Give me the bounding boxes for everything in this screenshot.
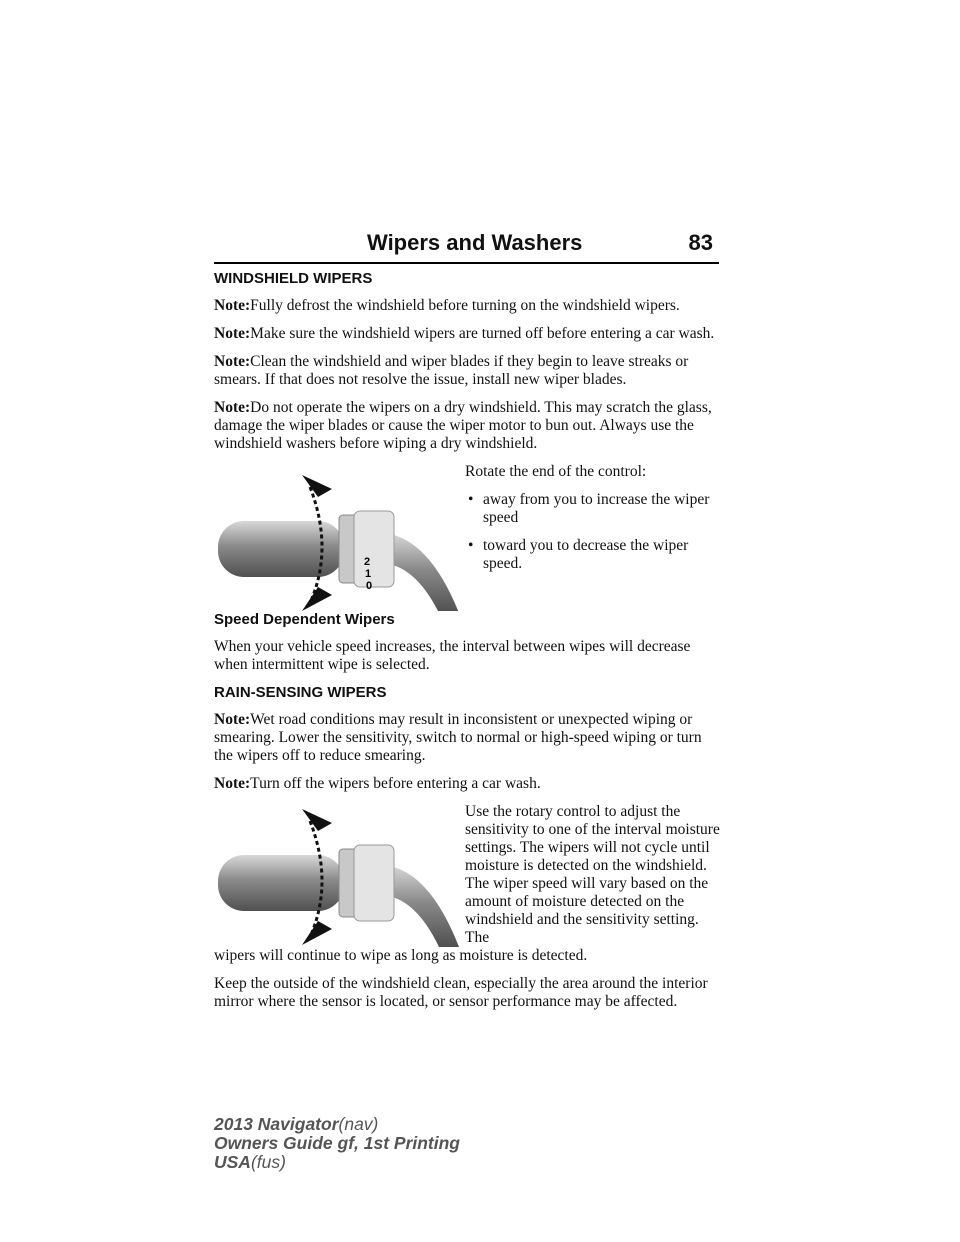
rain-sensing-continued: wipers will continue to wipe as long as moisture is detected. [214,947,588,964]
note-1 [214,297,722,315]
list-item: • toward you to decrease the wiper speed. [465,537,722,573]
note-text: Clean the windshield and wiper blades if they begin to leave streaks or smears. If that does not resolve the issue, install new wiper blades. [214,353,689,388]
page-title: Wipers and Washers [367,230,583,255]
note-label: Note: [214,325,251,342]
speed-dependent-text: When your vehicle speed increases, the interval between wipes will decrease when intermittent wipe is selected. [214,638,691,673]
rain-sensing-heading: RAIN-SENSING WIPERS [214,684,387,701]
note-4 [214,399,722,453]
note-2 [214,325,722,343]
page-header [214,226,719,264]
rotate-instructions [465,463,722,573]
rain-sensing-stalk-figure [214,803,464,947]
note-label: Note: [214,399,251,416]
rotate-intro: Rotate the end of the control: [465,463,647,480]
speed-label-1: 1 [365,568,372,580]
note-label: Note: [214,775,251,792]
wiper-figure-row-1 [214,463,722,611]
windshield-wipers-heading: WINDSHIELD WIPERS [214,270,373,287]
footer-model: 2013 Navigator [214,1114,339,1134]
page-footer [214,1115,460,1172]
main-content [214,270,722,1021]
rain-note-2 [214,775,722,793]
wiper-figure-row-2 [214,803,722,947]
speed-label-0: 0 [366,580,373,592]
rotate-list [465,491,722,573]
wiper-stalk-figure [214,463,464,611]
footer-region-code: (fus) [250,1152,286,1172]
note-label: Note: [214,711,251,728]
footer-guide: Owners Guide gf, 1st Printing [214,1133,460,1153]
rain-sensing-final: Keep the outside of the windshield clean, especially the area around the interior mirror where the sensor is located, or sensor performance may be affected. [214,975,708,1010]
speed-label-2: 2 [364,556,371,568]
note-text: Make sure the windshield wipers are turned off before entering a car wash. [250,325,715,342]
note-text: Wet road conditions may result in inconsistent or unexpected wiping or smearing. Lower the sensitivity, switch to normal or high-speed wiping or turn the wipers off to reduce smearing. [214,711,702,764]
note-label: Note: [214,297,251,314]
rain-sensing-side-text [465,803,722,947]
note-text: Turn off the wipers before entering a car wash. [250,775,541,792]
footer-model-code: (nav) [338,1114,379,1134]
note-text: Do not operate the wipers on a dry windshield. This may scratch the glass, damage the wiper blades or cause the wiper motor to bun out. Always use the windshield washers before wiping a dry windshield. [214,399,712,452]
note-3 [214,353,722,389]
speed-dependent-heading: Speed Dependent Wipers [214,611,395,628]
note-text: Fully defrost the windshield before turning on the windshield wipers. [250,297,680,314]
rain-note-1 [214,711,722,765]
list-item: • away from you to increase the wiper speed [465,491,722,527]
page-number: 83 [688,230,713,255]
footer-region: USA [214,1152,251,1172]
note-label: Note: [214,353,251,370]
rotary-control-text: Use the rotary control to adjust the sensitivity to one of the interval moisture settings. The wipers will not cycle until moisture is detected on the windshield. The wiper speed will vary based on the amount of moisture detected on the windshield and the sensitivity setting. The [465,803,720,946]
